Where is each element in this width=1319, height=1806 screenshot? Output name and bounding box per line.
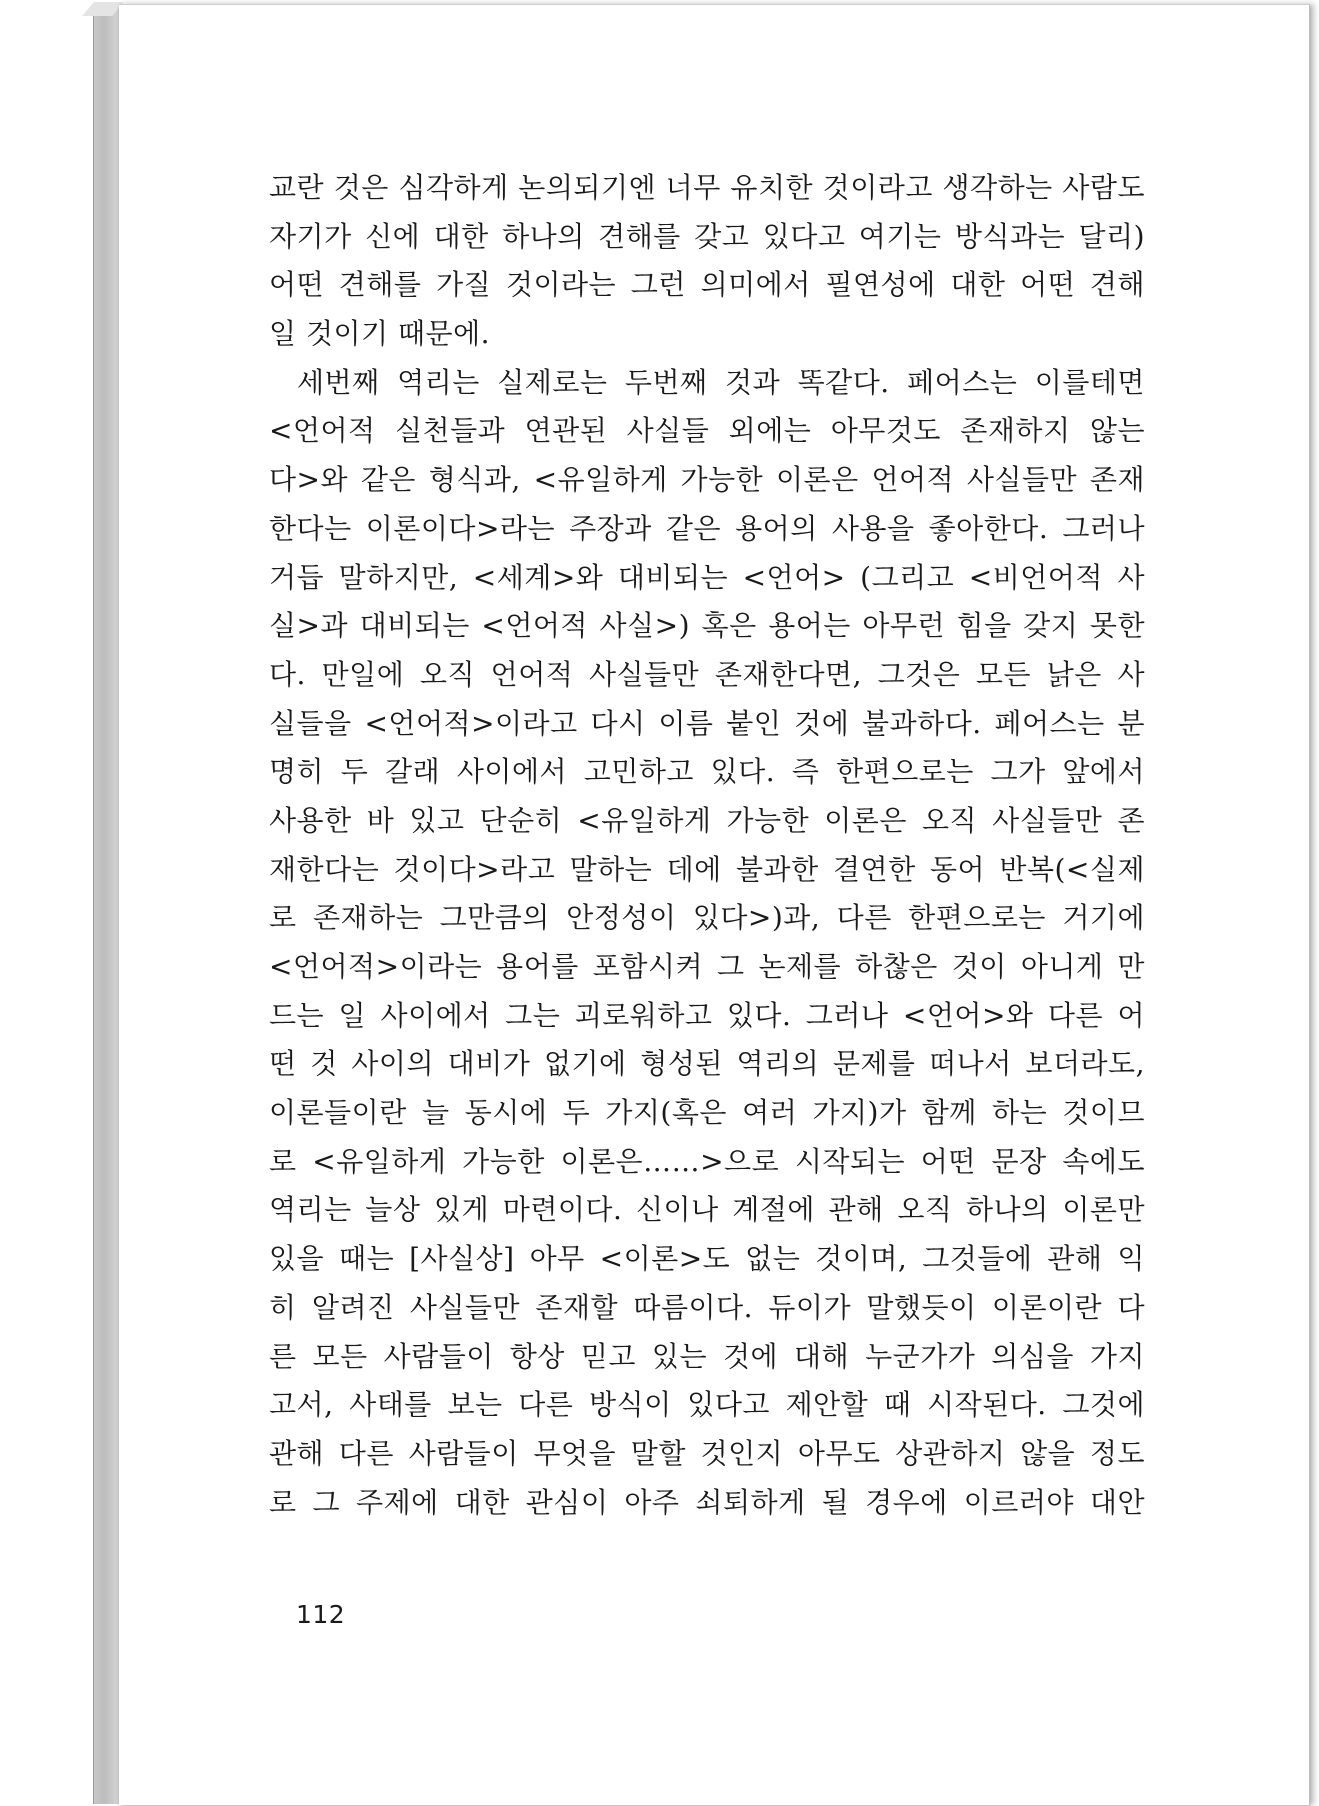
text-line: 실들을 <언어적>이라고 다시 이름 붙인 것에 불과하다. 페어스는 분 (269, 706, 1145, 740)
text-line: 한다는 이론이다>라는 주장과 같은 용어의 사용을 좋아한다. 그러나 (269, 511, 1145, 545)
text-line: 실>과 대비되는 <언어적 사실>) 혹은 용어는 아무런 힘을 갖지 못한 (269, 609, 1145, 643)
text-line: 로 <유일하게 가능한 이론은……>으로 시작되는 어떤 문장 속에도 (269, 1144, 1145, 1178)
text-line: 다. 만일에 오직 언어적 사실들만 존재한다면, 그것은 모든 낡은 사 (269, 657, 1145, 691)
text-line: 히 알려진 사실들만 존재할 따름이다. 듀이가 말했듯이 이론이란 다 (269, 1290, 1145, 1324)
text-line: 관해 다른 사람들이 무엇을 말할 것인지 아무도 상관하지 않을 정도 (269, 1436, 1145, 1470)
text-line: 거듭 말하지만, <세계>와 대비되는 <언어> (그리고 <비언어적 사 (269, 560, 1145, 594)
text-line: 역리는 늘상 있게 마련이다. 신이나 계절에 관해 오직 하나의 이론만 (269, 1193, 1145, 1227)
text-line: 고서, 사태를 보는 다른 방식이 있다고 제안할 때 시작된다. 그것에 (269, 1388, 1145, 1422)
body-text (269, 164, 1145, 1527)
text-line: 재한다는 것이다>라고 말하는 데에 불과한 결연한 동어 반복(<실제 (269, 852, 1145, 886)
text-line: 교란 것은 심각하게 논의되기엔 너무 유치한 것이라고 생각하는 사람도 (269, 171, 1145, 204)
text-line: 일 것이기 때문에. (269, 317, 491, 351)
text-line: 세번째 역리는 실제로는 두번째 것과 똑같다. 페어스는 이를테면 (297, 365, 1145, 399)
text-line: 로 그 주제에 대한 관심이 아주 쇠퇴하게 될 경우에 이르러야 대안 (269, 1485, 1145, 1519)
text-line: 로 존재하는 그만큼의 안정성이 있다>)과, 다른 한편으로는 거기에 (269, 901, 1145, 935)
text-line: 이론들이란 늘 동시에 두 가지(혹은 여러 가지)가 함께 하는 것이므 (269, 1096, 1145, 1130)
text-line: 드는 일 사이에서 그는 괴로워하고 있다. 그러나 <언어>와 다른 어 (269, 998, 1145, 1032)
text-line: 명히 두 갈래 사이에서 고민하고 있다. 즉 한편으로는 그가 앞에서 (269, 755, 1145, 789)
text-line: 다>와 같은 형식과, <유일하게 가능한 이론은 언어적 사실들만 존재 (269, 463, 1145, 497)
text-line: 자기가 신에 대한 하나의 견해를 갖고 있다고 여기는 방식과는 달리) (269, 219, 1145, 253)
text-line: 사용한 바 있고 단순히 <유일하게 가능한 이론은 오직 사실들만 존 (269, 803, 1145, 837)
text-line: 있을 때는 [사실상] 아무 <이론>도 없는 것이며, 그것들에 관해 익 (269, 1242, 1145, 1276)
page-number: 112 (296, 1600, 346, 1629)
text-line: 떤 것 사이의 대비가 없기에 형성된 역리의 문제를 떠나서 보더라도, (269, 1047, 1145, 1081)
text-line: <언어적>이라는 용어를 포함시켜 그 논제를 하찮은 것이 아니게 만 (269, 950, 1145, 983)
book-spine (93, 4, 120, 1804)
text-line: 른 모든 사람들이 항상 믿고 있는 것에 대해 누군가가 의심을 가지 (269, 1339, 1145, 1373)
text-line: <언어적 실천들과 연관된 사실들 외에는 아무것도 존재하지 않는 (269, 414, 1145, 448)
text-line: 어떤 견해를 가질 것이라는 그런 의미에서 필연성에 대한 어떤 견해 (269, 268, 1145, 302)
